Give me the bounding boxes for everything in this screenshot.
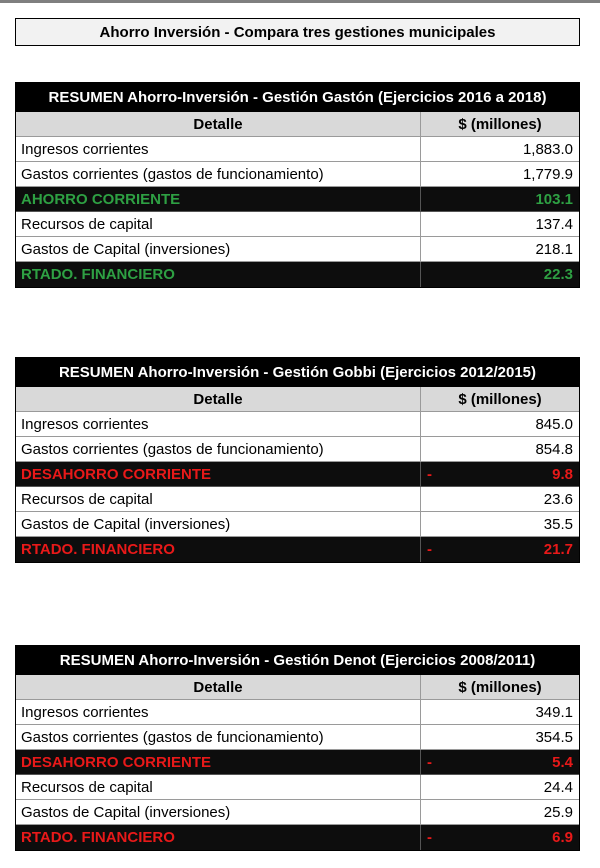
row-label: RTADO. FINANCIERO [16, 825, 421, 850]
row-value [421, 462, 579, 486]
row-value: 1,779.9 [522, 165, 573, 183]
summary-table [15, 82, 580, 288]
row-value [421, 750, 579, 774]
table-row [16, 237, 579, 262]
result-row [16, 262, 579, 287]
row-label: Gastos de Capital (inversiones) [16, 800, 421, 824]
summary-table [15, 357, 580, 563]
row-label: Ingresos corrientes [16, 412, 421, 436]
row-label: AHORRO CORRIENTE [16, 187, 421, 211]
row-value [421, 825, 579, 850]
column-header-valor: $ (millones) [458, 390, 542, 408]
value-text: 5.4 [552, 753, 573, 771]
row-label: Gastos corrientes (gastos de funcionamiento) [16, 162, 421, 186]
table-title: RESUMEN Ahorro-Inversión - Gestión Gobbi (Ejercicios 2012/2015) [16, 358, 579, 387]
row-value: 137.4 [535, 215, 573, 233]
column-header-row [16, 112, 579, 137]
column-header-row [16, 387, 579, 412]
value-text: 21.7 [543, 541, 573, 558]
row-value: 218.1 [535, 240, 573, 258]
row-label: Gastos de Capital (inversiones) [16, 512, 421, 536]
row-label: RTADO. FINANCIERO [16, 537, 421, 562]
row-value: 35.5 [543, 515, 573, 533]
row-label: DESAHORRO CORRIENTE [16, 750, 421, 774]
row-value: 22.3 [543, 266, 573, 283]
column-header-detalle: Detalle [16, 675, 421, 699]
column-header-detalle: Detalle [16, 387, 421, 411]
table-row [16, 212, 579, 237]
value-text: 9.8 [552, 465, 573, 483]
negative-sign: - [427, 541, 432, 558]
row-value: 103.1 [535, 190, 573, 208]
row-label: Gastos de Capital (inversiones) [16, 237, 421, 261]
result-row [16, 462, 579, 487]
row-label: Ingresos corrientes [16, 137, 421, 161]
page-title: Ahorro Inversión - Compara tres gestiones municipales [15, 18, 580, 46]
row-value: 845.0 [535, 415, 573, 433]
negative-sign: - [427, 829, 432, 846]
row-value: 349.1 [535, 703, 573, 721]
row-label: Recursos de capital [16, 775, 421, 799]
column-header-valor: $ (millones) [458, 678, 542, 696]
negative-sign: - [427, 753, 432, 771]
row-label: Ingresos corrientes [16, 700, 421, 724]
row-value: 25.9 [543, 803, 573, 821]
table-row [16, 775, 579, 800]
table-row [16, 512, 579, 537]
summary-table [15, 645, 580, 851]
row-label: RTADO. FINANCIERO [16, 262, 421, 287]
row-label: Recursos de capital [16, 487, 421, 511]
column-header-row [16, 675, 579, 700]
value-text: 6.9 [552, 829, 573, 846]
row-label: Gastos corrientes (gastos de funcionamiento) [16, 725, 421, 749]
row-value: 23.6 [543, 490, 573, 508]
negative-sign: - [427, 465, 432, 483]
column-header-detalle: Detalle [16, 112, 421, 136]
table-row [16, 700, 579, 725]
table-row [16, 800, 579, 825]
row-label: DESAHORRO CORRIENTE [16, 462, 421, 486]
result-row [16, 537, 579, 562]
row-value: 854.8 [535, 440, 573, 458]
table-row [16, 487, 579, 512]
row-label: Recursos de capital [16, 212, 421, 236]
table-row [16, 162, 579, 187]
row-value: 24.4 [543, 778, 573, 796]
table-row [16, 725, 579, 750]
row-label: Gastos corrientes (gastos de funcionamiento) [16, 437, 421, 461]
result-row [16, 825, 579, 850]
result-row [16, 750, 579, 775]
table-title: RESUMEN Ahorro-Inversión - Gestión Denot (Ejercicios 2008/2011) [16, 646, 579, 675]
result-row [16, 187, 579, 212]
table-title: RESUMEN Ahorro-Inversión - Gestión Gastón (Ejercicios 2016 a 2018) [16, 83, 579, 112]
column-header-valor: $ (millones) [458, 115, 542, 133]
row-value: 354.5 [535, 728, 573, 746]
top-rule [0, 0, 600, 3]
table-row [16, 412, 579, 437]
table-row [16, 137, 579, 162]
row-value: 1,883.0 [522, 140, 573, 158]
row-value [421, 537, 579, 562]
table-row [16, 437, 579, 462]
